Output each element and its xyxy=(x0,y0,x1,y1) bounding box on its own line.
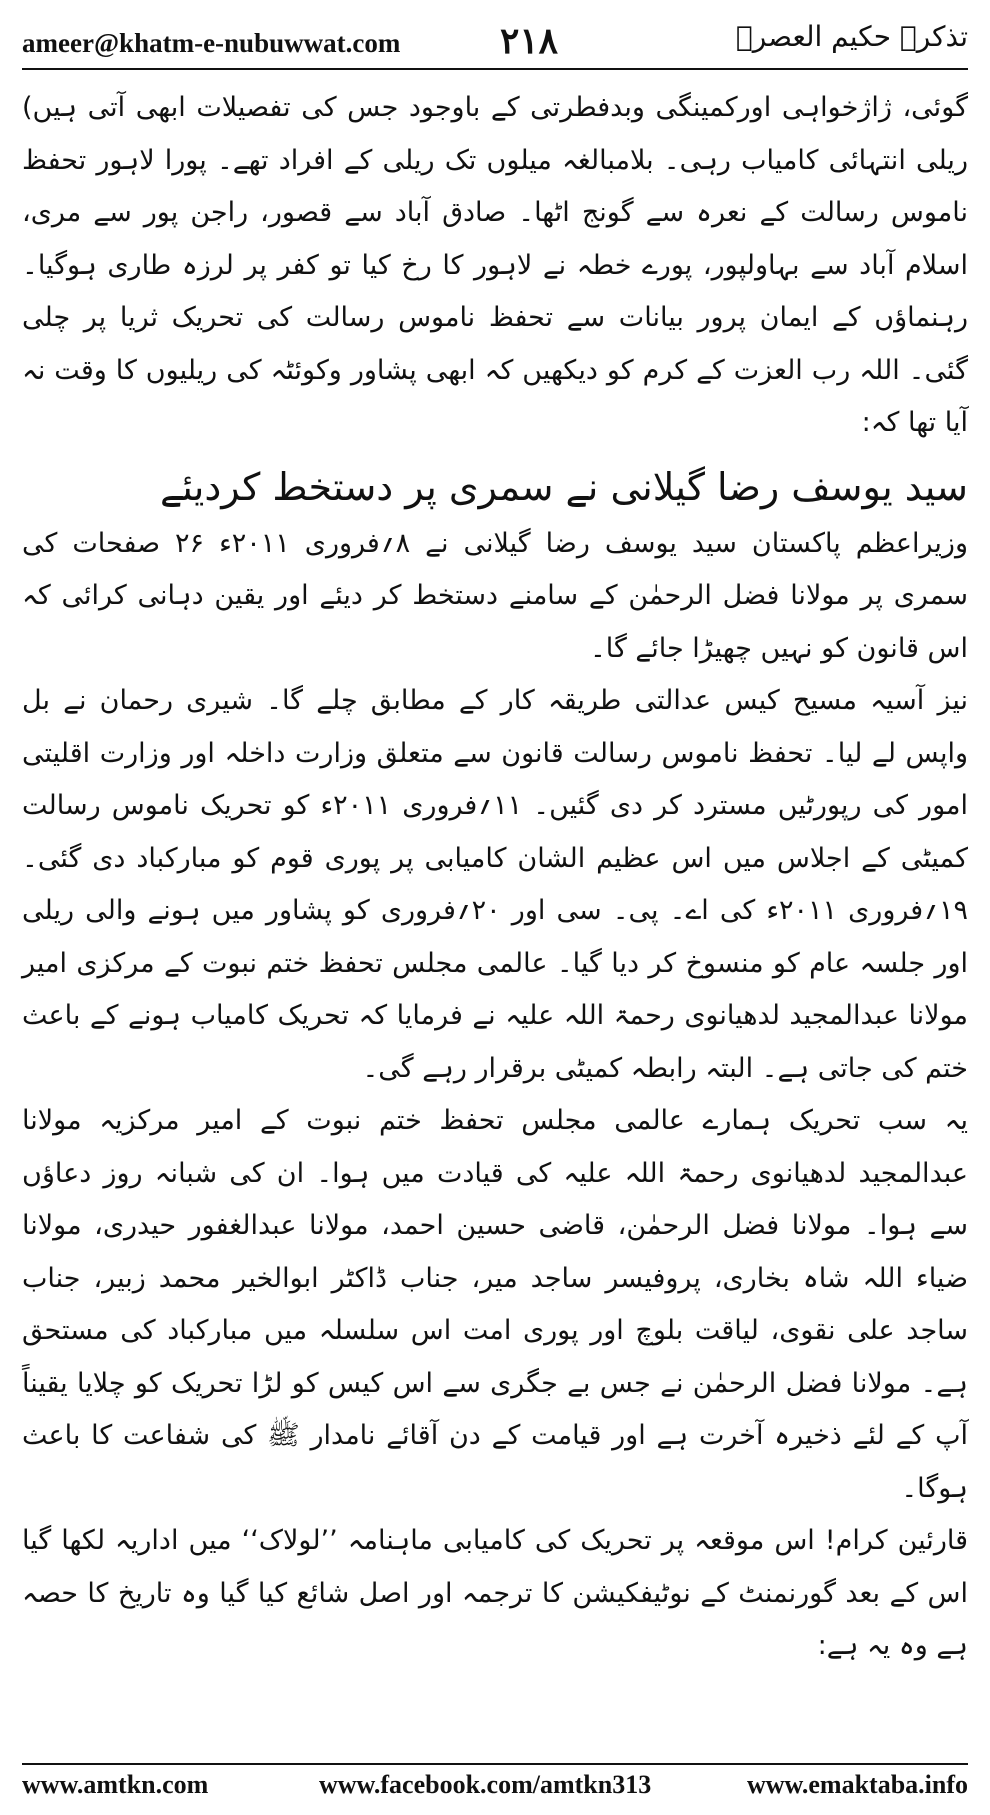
footer-divider xyxy=(22,1763,968,1765)
paragraph-rally: گوئی، ژاژخواہی اورکمینگی وبدفطرتی کے باوجود جس کی تفصیلات ابھی آتی ہیں) ریلی انتہائی کامیاب رہی۔ بلامبالغہ میلوں تک ریلی کے افراد تھے۔ پورا لاہور تحفظ ناموس رسالت کے نعرہ سے گونج اٹھا۔ صادق آباد سے قصور، راجن پور سے مری، اسلام آباد سے بہاولپور، پورے خطہ نے لاہور کا رخ کیا تو کفر پر لرزہ طاری ہوگیا۔ رہنماؤں کے ایمان پرور بیانات سے تحفظ ناموس رسالت کی تحریک ثریا پر چلی گئی۔ اللہ رب العزت کے کرم کو دیکھیں کہ ابھی پشاور وکوئٹہ کی ریلیوں کا وقت نہ آیا تھا کہ: xyxy=(22,92,968,438)
footer-link-facebook[interactable]: www.facebook.com/amtkn313 xyxy=(319,1770,652,1799)
paragraph-editorial: قارئین کرام! اس موقعہ پر تحریک کی کامیابی ماہنامہ ’’لولاک‘‘ میں اداریہ لکھا گیا اس کے بعد گورنمنٹ کے نوٹیفکیشن کا ترجمہ اور اصل شائع کیا گیا وہ تاریخ کا حصہ ہے وہ یہ ہے: xyxy=(22,1525,968,1661)
page-body xyxy=(22,82,968,1673)
page-header xyxy=(22,14,968,64)
footer-link-amtkn[interactable]: www.amtkn.com xyxy=(22,1770,209,1799)
page-number: ۲۱۸ xyxy=(500,20,559,62)
book-title: تذکرہ حکیم العصرؒ xyxy=(735,20,968,53)
header-divider xyxy=(22,68,968,70)
paragraph-summary-signed: وزیراعظم پاکستان سید یوسف رضا گیلانی نے ۸؍فروری ۲۰۱۱ء ۲۶ صفحات کی سمری پر مولانا فضل الرحمٰن کے سامنے دستخط کر دیئے اور یقین دہانی کرائی کہ اس قانون کو نہیں چھیڑا جائے گا۔ xyxy=(22,527,968,664)
header-email: ameer@khatm-e-nubuwwat.com xyxy=(22,28,401,58)
paragraph-asia-case: نیز آسیہ مسیح کیس عدالتی طریقہ کار کے مطابق چلے گا۔ شیری رحمان نے بل واپس لے لیا۔ تحفظ ناموس رسالت قانون سے متعلق وزارت داخلہ اور وزارت اقلیتی امور کی رپورٹیں مسترد کر دی گئیں۔ ۱۱؍فروری ۲۰۱۱ء کو تحریک ناموس رسالت کمیٹی کے اجلاس میں اس عظیم الشان کامیابی پر پوری قوم کو مبارکباد دی گئی۔ ۱۹؍فروری ۲۰۱۱ء کی اے۔ پی۔ سی اور ۲۰؍فروری کو پشاور میں ہونے والی ریلی اور جلسہ عام کو منسوخ کر دیا گیا۔ عالمی مجلس تحفظ ختم نبوت کے مرکزی امیر مولانا عبدالمجید لدھیانوی رحمۃ اللہ علیہ نے فرمایا کہ تحریک کامیاب ہونے کے باعث ختم کی جاتی ہے۔ البتہ رابطہ کمیٹی برقرار رہے گی۔ xyxy=(22,685,968,1084)
section-heading: سید یوسف رضا گیلانی نے سمری پر دستخط کردیئے xyxy=(160,464,968,509)
page-footer xyxy=(22,1770,968,1806)
footer-link-emaktaba[interactable]: www.emaktaba.info xyxy=(746,1770,968,1799)
paragraph-leadership: یہ سب تحریک ہمارے عالمی مجلس تحفظ ختم نبوت کے امیر مرکزیہ مولانا عبدالمجید لدھیانوی رحمۃ اللہ علیہ کی قیادت میں ہوا۔ ان کی شبانہ روز دعاؤں سے ہوا۔ مولانا فضل الرحمٰن، قاضی حسین احمد، مولانا عبدالغفور حیدری، مولانا ضیاء اللہ شاہ بخاری، پروفیسر ساجد میر، جناب ڈاکٹر ابوالخیر محمد زبیر، جناب ساجد علی نقوی، لیاقت بلوچ اور پوری امت اس سلسلہ میں مبارکباد کی مستحق ہے۔ مولانا فضل الرحمٰن نے جس بے جگری سے اس کیس کو لڑا تحریک کو چلایا یقیناً آپ کے لئے ذخیرہ آخرت ہے اور قیامت کے دن آقائے نامدار ﷺ کی شفاعت کا باعث ہوگا۔ xyxy=(22,1105,968,1504)
